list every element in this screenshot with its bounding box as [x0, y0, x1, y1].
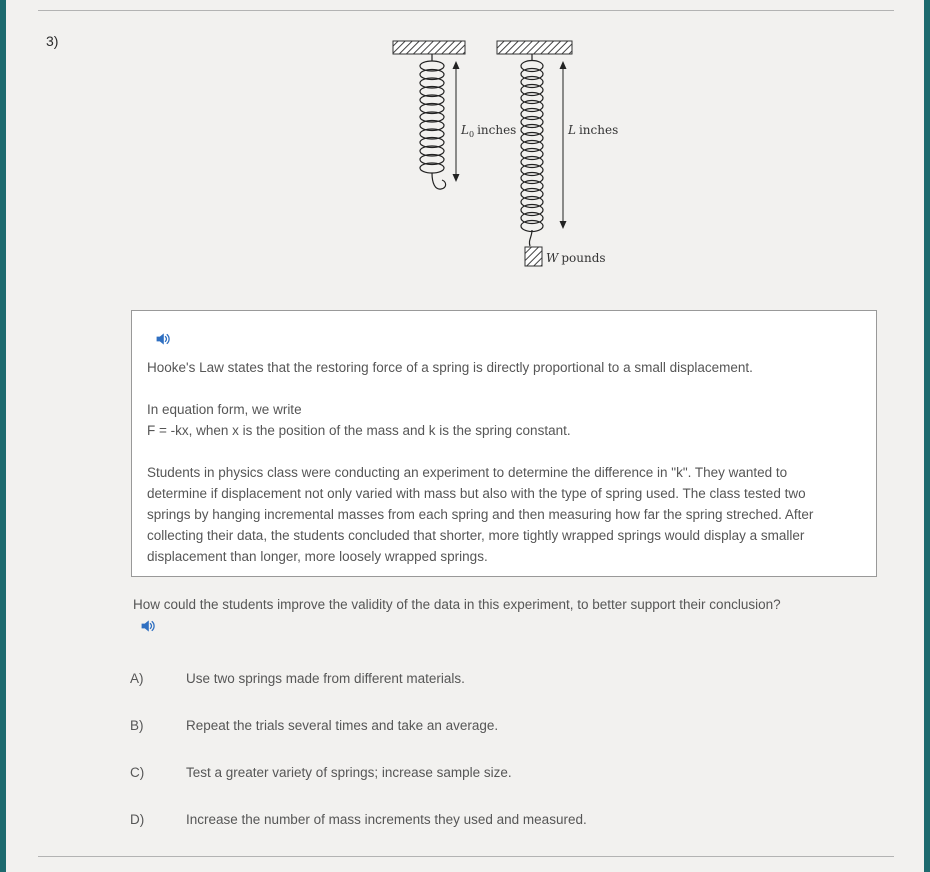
question-number: 3) [46, 33, 59, 49]
left-edge-bar [0, 0, 6, 872]
answer-letter: B) [130, 718, 144, 733]
right-edge-bar [924, 0, 930, 872]
question-audio-button[interactable] [139, 618, 157, 634]
speaker-icon [154, 331, 172, 347]
bottom-divider [38, 856, 894, 857]
passage-paragraph [147, 399, 847, 441]
passage-paragraph: Hooke's Law states that the restoring force of a spring is directly proportional to a small displacement. [147, 360, 753, 375]
right-spring [521, 54, 543, 246]
answer-text: Increase the number of mass increments they used and measured. [186, 812, 587, 827]
speaker-icon [139, 618, 157, 634]
answer-option-a[interactable] [130, 669, 870, 689]
top-divider [38, 10, 894, 11]
answer-letter: D) [130, 812, 145, 827]
left-measure-arrow [453, 61, 460, 182]
passage-text [147, 357, 847, 588]
passage-line: In equation form, we write [147, 402, 302, 417]
answer-option-d[interactable] [130, 810, 870, 830]
weight-label: W pounds [546, 251, 606, 265]
springs-figure [380, 34, 630, 279]
right-measure-arrow [560, 61, 567, 229]
answer-text: Test a greater variety of springs; increase sample size. [186, 765, 512, 780]
answer-list [130, 669, 870, 857]
left-spring [420, 54, 446, 189]
answer-option-b[interactable] [130, 716, 870, 736]
question-prompt: How could the students improve the validity of the data in this experiment, to better support their conclusion? [133, 597, 781, 612]
answer-letter: A) [130, 671, 144, 686]
answer-text: Repeat the trials several times and take an average. [186, 718, 499, 733]
passage-box [131, 310, 877, 577]
answer-text: Use two springs made from different materials. [186, 671, 465, 686]
weight-block [525, 247, 542, 266]
ceiling-mounts [393, 41, 572, 54]
left-spring-label: $L_0$ inches [461, 123, 517, 139]
right-spring-label: L inches [568, 123, 619, 137]
answer-letter: C) [130, 765, 145, 780]
passage-audio-button[interactable] [154, 331, 172, 347]
answer-option-c[interactable] [130, 763, 870, 783]
passage-line: F = -kx, when x is the position of the mass and k is the spring constant. [147, 423, 571, 438]
passage-paragraph: Students in physics class were conducting an experiment to determine the difference in "k". They wanted to determine if displacement not only varied with mass but also with the type of spring used. The class tested two springs by hanging incremental masses from each spring and then measuring how far the spring streched. After collecting their data, the students concluded that shorter, more tightly wrapped springs would display a smaller displacement than longer, more loosely wrapped springs. [147, 465, 814, 564]
